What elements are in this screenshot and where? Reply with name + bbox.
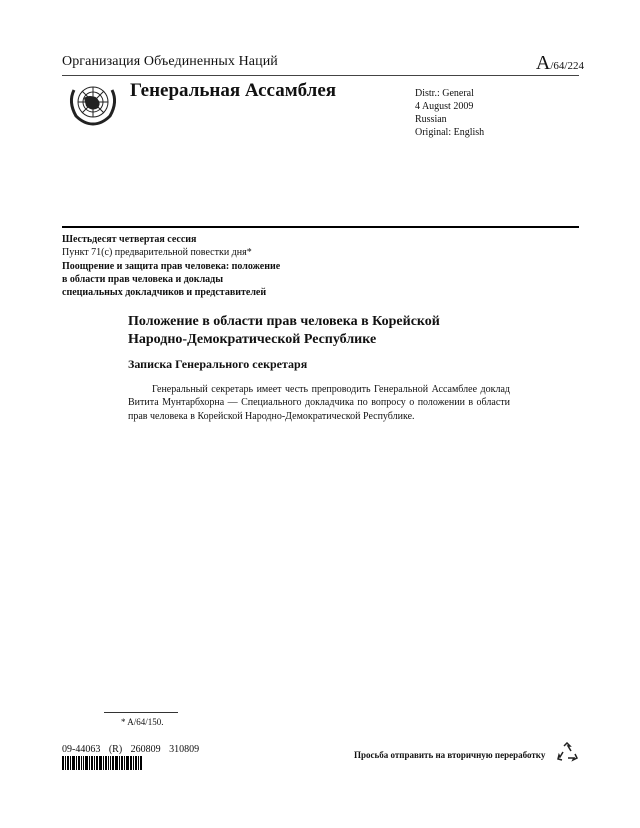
document-number: 09-44063 (R) 260809 310809 [62, 744, 200, 755]
session-divider [62, 226, 579, 228]
recycle-note: Просьба отправить на вторичную переработку [354, 750, 546, 760]
distribution-meta [415, 87, 484, 139]
document-subtitle: Записка Генерального секретаря [128, 357, 308, 371]
header-divider [62, 75, 579, 76]
assembly-name: Генеральная Ассамблея [130, 80, 337, 101]
document-title [128, 313, 440, 349]
document-symbol [536, 52, 584, 75]
topic-line: в области прав человека и доклады [62, 273, 224, 285]
session-name: Шестьдесят четвертая сессия [62, 234, 197, 245]
topic-line: Поощрение и защита прав человека: положение [62, 260, 281, 272]
session-info [62, 233, 280, 299]
footnote-divider [104, 712, 178, 713]
symbol-prefix: A [535, 52, 551, 74]
distribution: Distr.: General [415, 88, 474, 99]
title-line: Народно-Демократической Республике [128, 332, 377, 347]
body-paragraph: Генеральный секретарь имеет честь препроводить Генеральной Ассамблее доклад Витита Мунтарбхорна — Специального докладчика по вопросу о положении в области прав человека в Корейской Народно-Демократической Республике. [128, 384, 510, 422]
title-line: Положение в области прав человека в Корейской [128, 314, 440, 329]
agenda-item: Пункт 71(c) предварительной повестки дня* [62, 247, 252, 259]
language: Russian [415, 114, 447, 125]
organization-name: Организация Объединенных Наций [62, 54, 278, 69]
recycle-icon [556, 742, 578, 764]
original-language: Original: English [415, 127, 485, 138]
symbol-suffix: /64/224 [550, 60, 584, 72]
footnote: * A/64/150. [121, 717, 164, 727]
un-emblem-icon [64, 80, 122, 126]
topic-line: специальных докладчиков и представителей [62, 287, 267, 299]
date: 4 August 2009 [415, 101, 474, 112]
barcode [62, 756, 172, 770]
